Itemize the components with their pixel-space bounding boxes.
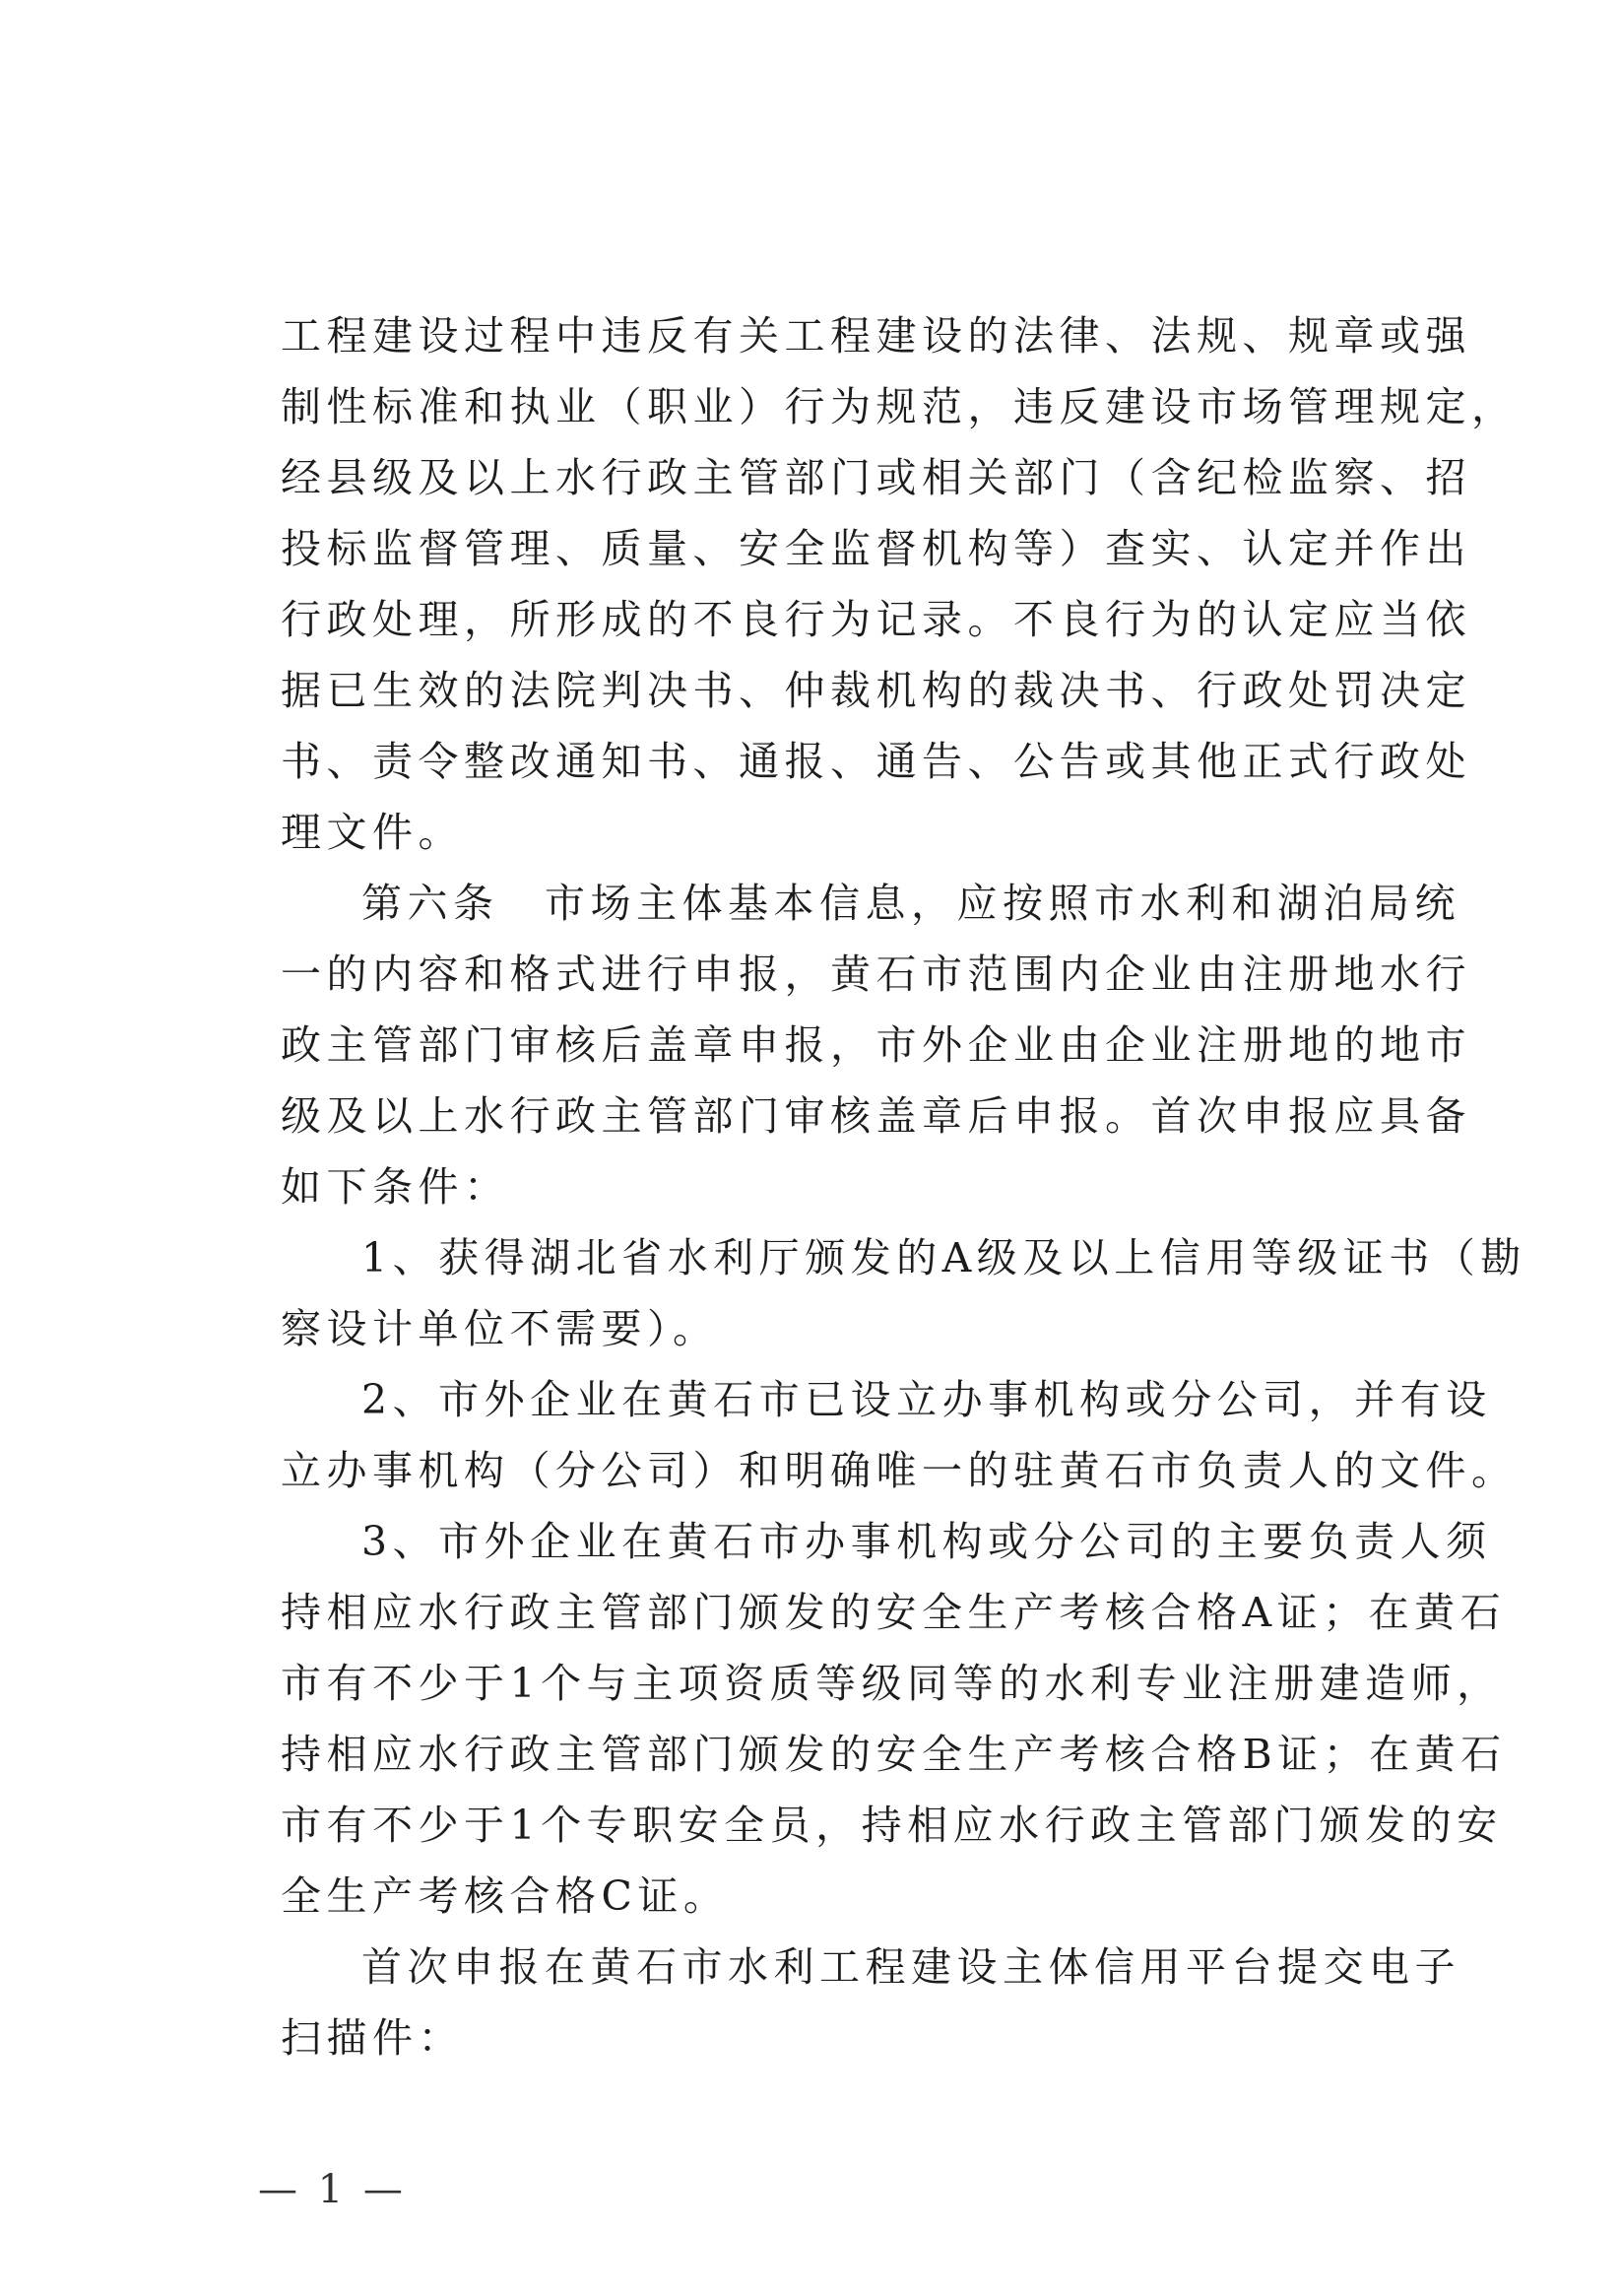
text-line: 持相应水行政主管部门颁发的安全生产考核合格B证；在黄石: [281, 1731, 1507, 1778]
text-line: 市有不少于1个与主项资质等级同等的水利专业注册建造师，: [281, 1660, 1503, 1707]
article-6-heading-line: 第六条 市场主体基本信息，应按照市水利和湖泊局统: [361, 880, 1460, 927]
text-line: 行政处理，所形成的不良行为记录。不良行为的认定应当依: [281, 596, 1471, 643]
first-submission-line: 首次申报在黄石市水利工程建设主体信用平台提交电子: [361, 1943, 1460, 1991]
text-line: 政主管部门审核后盖章申报，市外企业由企业注册地的地市: [281, 1021, 1471, 1069]
text-line: 一的内容和格式进行申报，黄石市范围内企业由注册地水行: [281, 951, 1471, 998]
text-line: 全生产考核合格C证。: [281, 1872, 730, 1920]
condition-3-line: 3、市外企业在黄石市办事机构或分公司的主要负责人须: [361, 1518, 1492, 1565]
text-line: 持相应水行政主管部门颁发的安全生产考核合格A证；在黄石: [281, 1589, 1507, 1636]
page-number: — 1 —: [258, 2167, 407, 2212]
text-line: 制性标准和执业（职业）行为规范，违反建设市场管理规定，: [281, 383, 1518, 430]
text-line: 理文件。: [281, 809, 464, 856]
text-line: 书、责令整改通知书、通报、通告、公告或其他正式行政处: [281, 738, 1471, 785]
text-line: 扫描件：: [281, 2014, 464, 2062]
text-line: 如下条件：: [281, 1163, 510, 1211]
text-line: 察设计单位不需要）。: [281, 1305, 719, 1352]
text-line: 级及以上水行政主管部门审核盖章后申报。首次申报应具备: [281, 1092, 1471, 1140]
text-line: 市有不少于1个专职安全员，持相应水行政主管部门颁发的安: [281, 1802, 1503, 1849]
text-line: 据已生效的法院判决书、仲裁机构的裁决书、行政处罚决定: [281, 667, 1471, 714]
text-line: 投标监督管理、质量、安全监督机构等）查实、认定并作出: [281, 525, 1471, 572]
text-line: 经县级及以上水行政主管部门或相关部门（含纪检监察、招: [281, 454, 1471, 501]
body-text: [281, 300, 1526, 2073]
text-line: 工程建设过程中违反有关工程建设的法律、法规、规章或强: [281, 312, 1471, 360]
condition-1-line: 1、获得湖北省水利厅颁发的A级及以上信用等级证书（勘: [361, 1234, 1526, 1281]
condition-2-line: 2、市外企业在黄石市已设立办事机构或分公司，并有设: [361, 1376, 1492, 1423]
text-line: 立办事机构（分公司）和明确唯一的驻黄石市负责人的文件。: [281, 1447, 1518, 1494]
